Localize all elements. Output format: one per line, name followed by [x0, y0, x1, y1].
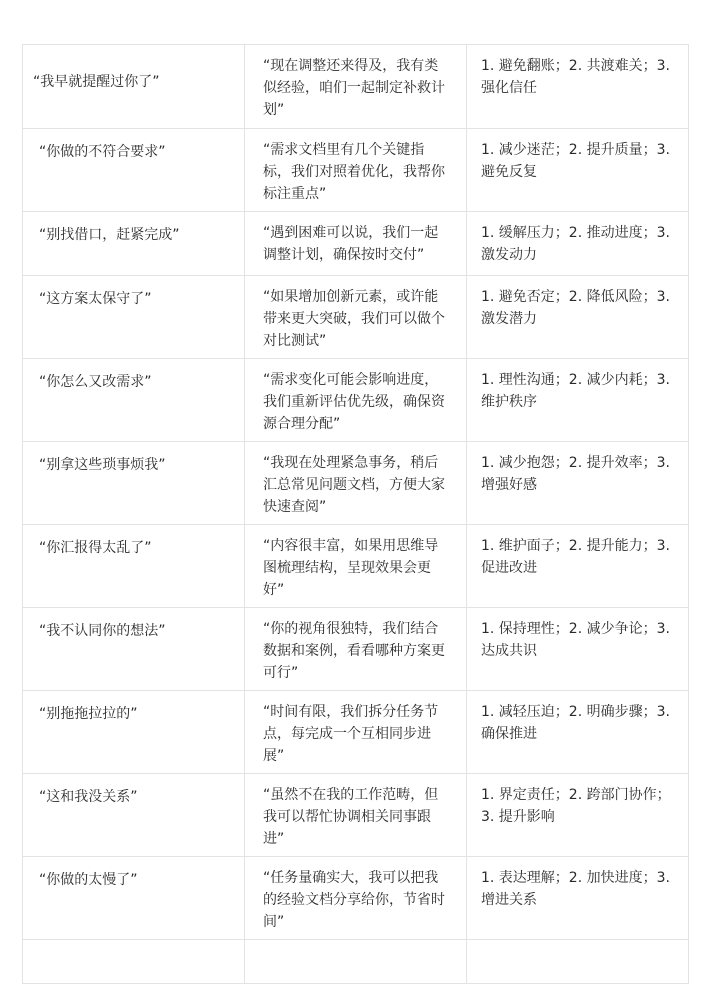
harsh-phrase-cell: “你做的太慢了” [23, 857, 245, 940]
harsh-phrase-cell: “别找借口，赶紧完成” [23, 212, 245, 276]
empty-table-row [23, 940, 689, 984]
benefit-cell: 1. 减少迷茫；2. 提升质量；3. 避免反复 [467, 129, 689, 212]
benefit-cell: 1. 缓解压力；2. 推动进度；3. 激发动力 [467, 212, 689, 276]
empty-cell [23, 940, 245, 984]
benefit-cell: 1. 维护面子；2. 提升能力；3. 促进改进 [467, 525, 689, 608]
communication-table [22, 44, 689, 984]
better-reply-cell: “时间有限，我们拆分任务节点，每完成一个互相同步进展” [245, 691, 467, 774]
table-row [23, 442, 689, 525]
harsh-phrase-cell: “你汇报得太乱了” [23, 525, 245, 608]
table-row [23, 45, 689, 129]
harsh-phrase-cell: “这方案太保守了” [23, 276, 245, 359]
better-reply-cell: “遇到困难可以说，我们一起调整计划，确保按时交付” [245, 212, 467, 276]
benefit-cell: 1. 界定责任；2. 跨部门协作；3. 提升影响 [467, 774, 689, 857]
benefit-cell: 1. 保持理性；2. 减少争论；3. 达成共识 [467, 608, 689, 691]
table-row [23, 525, 689, 608]
better-reply-cell: “任务量确实大，我可以把我的经验文档分享给你，节省时间” [245, 857, 467, 940]
better-reply-cell: “我现在处理紧急事务，稍后汇总常见问题文档，方便大家快速查阅” [245, 442, 467, 525]
benefit-cell: 1. 避免否定；2. 降低风险；3. 激发潜力 [467, 276, 689, 359]
benefit-cell: 1. 减少抱怨；2. 提升效率；3. 增强好感 [467, 442, 689, 525]
better-reply-cell: “内容很丰富，如果用思维导图梳理结构，呈现效果会更好” [245, 525, 467, 608]
better-reply-cell: “需求变化可能会影响进度，我们重新评估优先级，确保资源合理分配” [245, 359, 467, 442]
better-reply-cell: “你的视角很独特，我们结合数据和案例，看看哪种方案更可行” [245, 608, 467, 691]
benefit-cell: 1. 避免翻账；2. 共渡难关；3. 强化信任 [467, 45, 689, 129]
benefit-cell: 1. 表达理解；2. 加快进度；3. 增进关系 [467, 857, 689, 940]
table-row [23, 691, 689, 774]
table-row [23, 774, 689, 857]
better-reply-cell: “现在调整还来得及，我有类似经验，咱们一起制定补救计划” [245, 45, 467, 129]
harsh-phrase-cell: “你做的不符合要求” [23, 129, 245, 212]
table-row [23, 608, 689, 691]
communication-table-container [22, 44, 688, 984]
benefit-cell: 1. 理性沟通；2. 减少内耗；3. 维护秩序 [467, 359, 689, 442]
empty-cell [245, 940, 467, 984]
table-row [23, 857, 689, 940]
better-reply-cell: “如果增加创新元素，或许能带来更大突破，我们可以做个对比测试” [245, 276, 467, 359]
harsh-phrase-cell: “别拿这些琐事烦我” [23, 442, 245, 525]
table-row [23, 129, 689, 212]
table-row [23, 212, 689, 276]
benefit-cell: 1. 减轻压迫；2. 明确步骤；3. 确保推进 [467, 691, 689, 774]
table-row [23, 276, 689, 359]
table-row [23, 359, 689, 442]
harsh-phrase-cell: “别拖拖拉拉的” [23, 691, 245, 774]
better-reply-cell: “虽然不在我的工作范畴，但我可以帮忙协调相关同事跟进” [245, 774, 467, 857]
harsh-phrase-cell: “我不认同你的想法” [23, 608, 245, 691]
better-reply-cell: “需求文档里有几个关键指标，我们对照着优化，我帮你标注重点” [245, 129, 467, 212]
harsh-phrase-cell: “我早就提醒过你了” [23, 45, 245, 129]
harsh-phrase-cell: “这和我没关系” [23, 774, 245, 857]
harsh-phrase-cell: “你怎么又改需求” [23, 359, 245, 442]
empty-cell [467, 940, 689, 984]
